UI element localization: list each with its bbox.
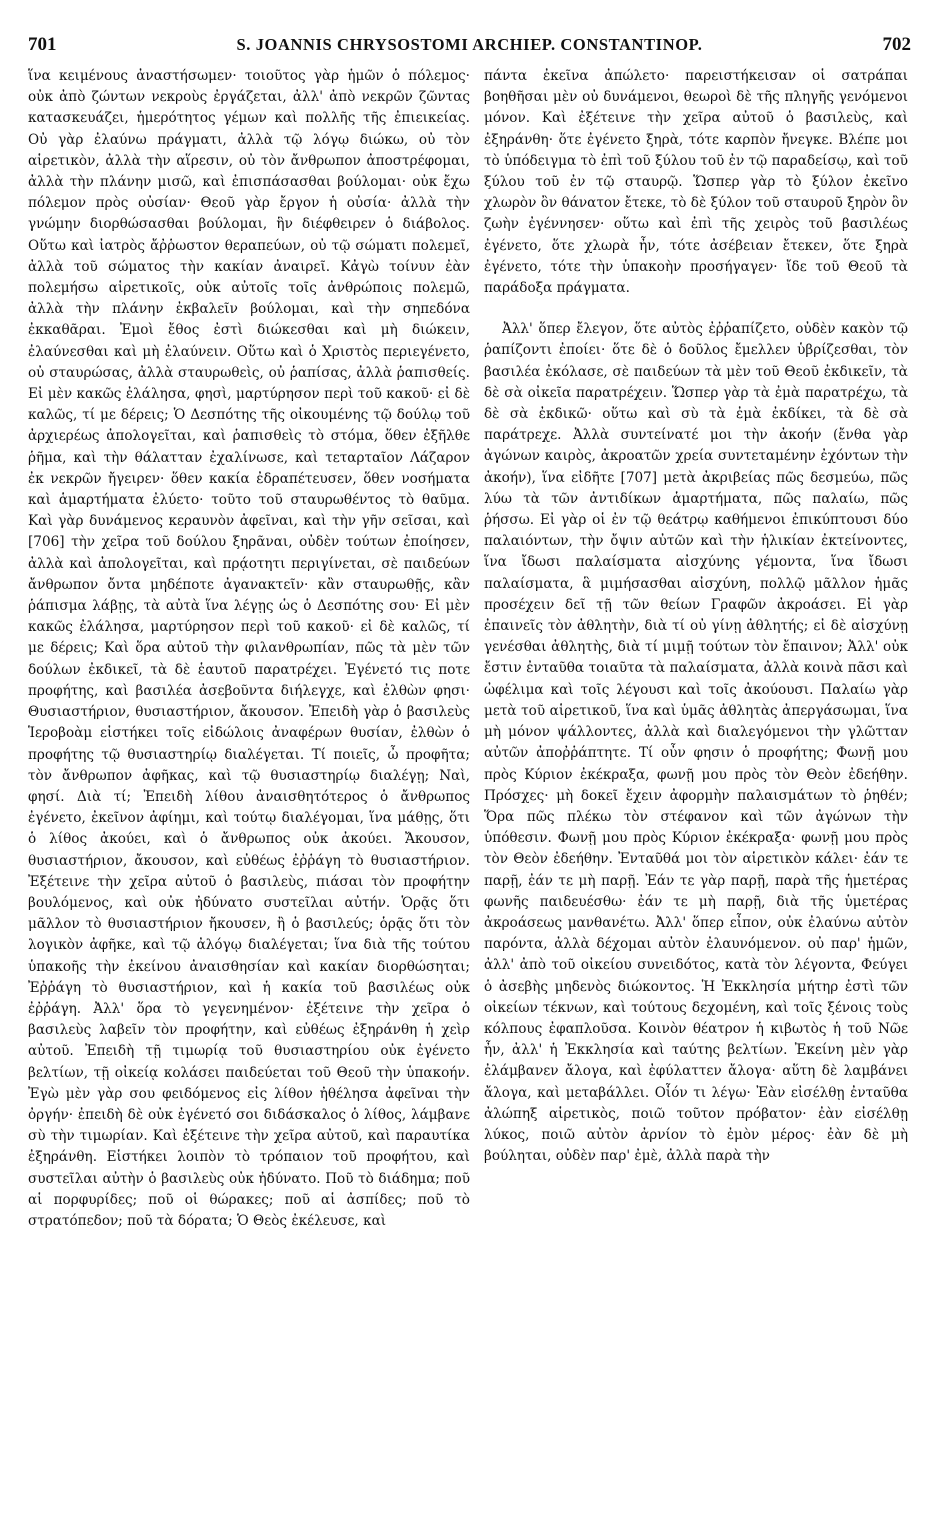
page-number-left: 701	[28, 34, 57, 55]
page-number-right: 702	[882, 34, 911, 55]
running-title: S. JOANNIS CHRYSOSTOMI ARCHIEP. CONSTANTINOP.	[236, 35, 703, 54]
right-paragraph-2: Ἀλλ' ὅπερ ἔλεγον, ὅτε αὐτὸς ἐῤῥαπίζετο, οὐδὲν κακὸν τῷ ῥαπίζοντι ἐποίει· ὅτε δὲ ὁ δοῦλος ἔμελλεν ὑβρίζεσθαι, τὸν βασιλέα ἐκόλασε, σὲ παιδεύων τὰ μὲν τοῦ Θεοῦ ἐκδικεῖν, τὰ δὲ σὰ οἰκεῖα παρατρέχειν. Ὥσπερ γὰρ τὰ ἐμὰ παρατρέχω, τὰ δὲ σὰ ἐκδικῶ· οὕτω καὶ σὺ τὰ ἐμὰ ἐκδίκει, τὰ δὲ σὰ παράτρεχε. Ἀλλὰ συντείνατέ μοι τὴν ἀκοήν (ἔνθα γὰρ ἀγώνων καιρὸς, ἀκροατῶν χρεία συντεταμένην ἐχόντων τὴν ἀκοήν), ἵνα εἰδῆτε [707] μετὰ ἀκριβείας πῶς δεσμεύω, πῶς λύω τὰ τῶν ἀντιδίκων ἁμαρτήματα, πῶς παλαίω, πῶς ῥήσσω. Εἰ γὰρ οἱ ἐν τῷ θεάτρῳ καθήμενοι ἐπικύπτουσι δύο παλαιόντων, τὴν ὄψιν αὐτῶν καὶ τὴν ἡλικίαν ἐκτείνοντες, ἵνα ἴδωσι παλαίσματα αἰσχύνης γέμοντα, ἵνα ἴδωσι παλαίσματα, ἃ μιμήσασθαι αἰσχύνη, πολλῷ μᾶλλον ἡμᾶς προσέχειν δεῖ τῇ τῶν θείων Γραφῶν ἀκροάσει. Εἰ γὰρ ἐπαινεῖς τὸν ἀθλητὴν, διὰ τί οὐ γίνῃ ἀθλητής; εἰ δὲ αἰσχύνῃ γενέσθαι ἀθλητὴς, διὰ τί μιμῇ τούτων τὸν ἔπαινον; Ἀλλ' οὐκ ἔστιν ἐνταῦθα τοιαῦτα τὰ παλαίσματα, ἀλλὰ κοινὰ πᾶσι καὶ ὠφέλιμα καὶ τοῖς λέγουσι καὶ τοῖς ἀκούουσι. Παλαίω γὰρ μετὰ τοῦ αἱρετικοῦ, ἵνα καὶ ὑμᾶς ἀθλητὰς ἀπεργάσωμαι, ἵνα μὴ μόνον ψάλλοντες, ἀλλὰ καὶ διαλεγόμενοι τὴν γλῶτταν αὐτῶν ἀποῤῥάπτητε. Τί οὖν φησιν ὁ προφήτης; Φωνῇ μου πρὸς Κύριον ἐκέκραξα, φωνῇ μου πρὸς τὸν Θεὸν ἐδεήθην. Πρόσχες· μὴ δοκεῖ ἔχειν ἀφορμὴν παλαισμάτων τὸ ῥηθέν; Ὅρα πῶς πλέκω τὸν στέφανον καὶ τῶν ἀγώνων τὴν ὑπόθεσιν. Φωνῇ μου πρὸς Κύριον ἐκέκραξα· φωνῇ μου πρὸς τὸν Θεὸν ἐδεήθην. Ἐνταῦθά μοι τὸν αἱρετικὸν κάλει· ἐάν τε παρῇ, ἐάν τε μὴ παρῇ. Ἐάν τε γὰρ παρῇ, παρὰ τῆς ἡμετέρας φωνῆς παιδευέσθω· ἐάν τε μὴ παρῇ, διὰ τῆς ὑμετέρας ἀκροάσεως μανθανέτω. Ἀλλ' ὅπερ εἶπον, οὐκ ἐλαύνω αὐτὸν παρόντα, ἀλλὰ δέχομαι αὐτὸν ἐλαυνόμενον. οὐ παρ' ἡμῶν, ἀλλ' ἀπὸ τοῦ οἰκείου συνειδότος, κατὰ τὸν λέγοντα, Φεύγει ὁ ἀσεβὴς μηδενὸς διώκοντος. Ἡ Ἐκκλησία μήτηρ ἐστὶ τῶν οἰκείων τέκνων, καὶ τούτους δεχομένη, καὶ τοῖς ξένοις τοὺς κόλπους ἐφαπλοῦσα. Κοινὸν θέατρον ἡ κιβωτὸς ἡ τοῦ Νῶε ἦν, ἀλλ' ἡ Ἐκκλησία καὶ ταύτης βελτίων. Ἐκείνη μὲν γὰρ ἐλάμβανεν ἄλογα, καὶ ἐφύλαττεν ἄλογα· αὕτη δὲ λαμβάνει ἄλογα, καὶ μεταβάλλει. Οἷόν τι λέγω· Ἐὰν εἰσέλθῃ ἐνταῦθα ἀλώπηξ αἱρετικὸς, ποιῶ τοῦτον πρόβατον· ἐὰν εἰσέλθῃ λύκος, ποιῶ αὐτὸν ἀρνίον τὸ ἐμὸν μέρος· ἐὰν δὲ μὴ βούληται, οὐδὲν παρ' ἐμὲ, ἀλλὰ παρὰ τὴν	[484, 321, 908, 1165]
right-column	[484, 66, 908, 1167]
left-column	[28, 66, 470, 1232]
right-paragraph-1: πάντα ἐκεῖνα ἀπώλετο· παρειστήκεισαν οἱ σατράπαι βοηθῆσαι μὲν οὐ δυνάμενοι, θεωροὶ δὲ τῆς πληγῆς γενόμενοι μόνον. Καὶ ἐξέτεινε τὴν χεῖρα αὐτοῦ ὁ βασιλεὺς, καὶ ἐξηράνθη· ὅτε ἐγένετο ξηρὰ, τότε καρπὸν ἤνεγκε. Βλέπε μοι τὸ ὑπόδειγμα τὸ ἐπὶ τοῦ ξύλου τοῦ ἐν τῷ παραδείσῳ, καὶ τοῦ ξύλου τοῦ ἐν τῷ σταυρῷ. Ὥσπερ γὰρ τὸ ξύλον ἐκεῖνο χλωρὸν ὂν θάνατον ἔτεκε, τὸ δὲ ξύλον τοῦ σταυροῦ ξηρὸν ὂν ζωὴν ἐγέννησεν· οὕτω καὶ ἐπὶ τῆς χειρὸς τοῦ βασιλέως ἐγένετο, ὅτε χλωρὰ ἦν, τότε ἀσέβειαν ἔτεκεν, ὅτε ξηρὰ ἐγένετο, τότε τὴν ὑπακοὴν προσήγαγεν· ἴδε τοῦ Θεοῦ τὰ παράδοξα πράγματα.	[484, 68, 908, 297]
page-header	[28, 34, 911, 60]
left-paragraph-1: ἵνα κειμένους ἀναστήσωμεν· τοιοῦτος γὰρ ἡμῶν ὁ πόλεμος· οὐκ ἀπὸ ζώντων νεκροὺς ἐργάζεται, ἀλλ' ἀπὸ νεκρῶν ζῶντας κατασκευάζει, ἡμερότητος γέμων καὶ πολλῆς τῆς ἐπιεικείας. Οὐ γὰρ ἐλαύνω πράγματι, ἀλλὰ τῷ λόγῳ διώκω, οὐ τὸν αἱρετικὸν, ἀλλὰ τὴν αἵρεσιν, οὐ τὸν ἄνθρωπον ἀποστρέφομαι, ἀλλὰ τὴν πλάνην μισῶ, καὶ ἐπισπάσασθαι βούλομαι· οὐκ ἔχω πόλεμον πρὸς οὐσίαν· Θεοῦ γὰρ ἔργον ἡ οὐσία· ἀλλὰ τὴν γνώμην διορθώσασθαι βούλομαι, ἣν διέφθειρεν ὁ διάβολος. Οὕτω καὶ ἰατρὸς ἄῤῥωστον θεραπεύων, οὐ τῷ σώματι πολεμεῖ, ἀλλὰ τοῦ σώματος τὴν κακίαν ἀναιρεῖ. Κἀγὼ τοίνυν ἐὰν πολεμήσω αἱρετικοῖς, οὐκ αὐτοῖς τοῖς ἀνθρώποις πολεμῶ, ἀλλὰ τὴν πλάνην ἐκβαλεῖν βούλομαι, καὶ τὴν σηπεδόνα ἐκκαθᾶραι. Ἐμοὶ ἔθος ἐστὶ διώκεσθαι καὶ μὴ διώκειν, ἐλαύνεσθαι καὶ μὴ ἐλαύνειν. Οὕτω καὶ ὁ Χριστὸς περιεγένετο, οὐ σταυρώσας, ἀλλὰ σταυρωθεὶς, οὐ ῥαπίσας, ἀλλὰ ῥαπισθείς. Εἰ μὲν κακῶς ἐλάλησα, φησὶ, μαρτύρησον περὶ τοῦ κακοῦ· εἰ δὲ καλῶς, τί με δέρεις; Ὁ Δεσπότης τῆς οἰκουμένης τῷ δούλῳ τοῦ ἀρχιερέως ἀπολογεῖται, καὶ ῥαπισθεὶς τὸ στόμα, ὅθεν ἐξῆλθε ῥῆμα, καὶ τὴν θάλατταν ἐχαλίνωσε, καὶ τεταρταῖον Λάζαρον ἐκ νεκρῶν ἤγειρεν· ὅθεν κακία ἐδραπέτευσεν, ὅθεν νοσήματα καὶ ἁμαρτήματα ἐλύετο· τοῦτο τοῦ σταυρωθέντος τὸ θαῦμα. Καὶ γὰρ δυνάμενος κεραυνὸν ἀφεῖναι, καὶ τὴν γῆν σεῖσαι, καὶ [706] τὴν χεῖρα τοῦ δούλου ξηρᾶναι, οὐδὲν τούτων ἐποίησεν, ἀλλὰ καὶ ἀπολογεῖται, καὶ πρᾴοτητι περιγίνεται, σὲ παιδεύων ἄνθρωπον ὄντα μηδέποτε ἀγανακτεῖν· κἂν σταυρωθῇς, κἂν ῥάπισμα λάβῃς, τὰ αὐτὰ ἵνα λέγῃς ὡς ὁ Δεσπότης σου· Εἰ μὲν κακῶς ἐλάλησα, μαρτύρησον περὶ τοῦ κακοῦ· εἰ δὲ καλῶς, τί με δέρεις; Καὶ ὅρα αὐτοῦ τὴν φιλανθρωπίαν, πῶς τὰ μὲν τῶν δούλων ἐκδικεῖ, τὰ δὲ ἑαυτοῦ παρατρέχει. Ἐγένετό τις ποτε προφήτης, καὶ βασιλέα ἀσεβοῦντα διήλεγχε, καὶ ἐλθὼν φησι· Θυσιαστήριον, θυσιαστήριον, ἄκουσον. Ἐπειδὴ γὰρ ὁ βασιλεὺς Ἱεροβοὰμ εἱστήκει τοῖς εἰδώλοις ἀναφέρων θυσίαν, ἐλθὼν ὁ προφήτης τῷ θυσιαστηρίῳ διαλέγεται. Τί ποιεῖς, ὦ προφῆτα; τὸν ἄνθρωπον ἀφῆκας, καὶ τῷ θυσιαστηρίῳ διαλέγῃ; Ναὶ, φησί. Διὰ τί; Ἐπειδὴ λίθου ἀναισθητότερος ὁ ἄνθρωπος ἐγένετο, ἐκεῖνον ἀφίημι, καὶ τούτῳ διαλέγομαι, ἵνα μάθῃς, ὅτι ὁ λίθος ἀκούει, καὶ ὁ ἄνθρωπος οὐκ ἀκούει. Ἄκουσον, θυσιαστήριον, ἄκουσον, καὶ εὐθέως ἐῤῥάγη τὸ θυσιαστήριον. Ἐξέτεινε τὴν χεῖρα αὐτοῦ ὁ βασιλεὺς, πιάσαι τὸν προφήτην βουλόμενος, καὶ οὐκ ἠδύνατο συστεῖλαι αὐτήν. Ὁρᾷς ὅτι μᾶλλον τὸ θυσιαστήριον ἤκουσεν, ἢ ὁ βασιλεύς; ὁρᾷς ὅτι τὸν λογικὸν ἀφῆκε, καὶ τῷ ἀλόγῳ διαλέγεται; ἵνα διὰ τῆς τούτου ὑπακοῆς τὴν ἐκείνου ἀναισθησίαν καὶ κακίαν διορθώσηται; Ἐῤῥάγη τὸ θυσιαστήριον, καὶ ἡ κακία τοῦ βασιλέως οὐκ ἐῤῥάγη. Ἀλλ' ὅρα τὸ γεγενημένον· ἐξέτεινε τὴν χεῖρα ὁ βασιλεὺς λαβεῖν τὸν προφήτην, καὶ εὐθέως ἐξηράνθη ἡ χεὶρ αὐτοῦ. Ἐπειδὴ τῇ τιμωρίᾳ τοῦ θυσιαστηρίου οὐκ ἐγένετο βελτίων, τῇ οἰκείᾳ κολάσει παιδεύεται τοῦ Θεοῦ τὴν ὑπακοήν. Ἐγὼ μὲν γὰρ σου φειδόμενος εἰς λίθον ἠθέλησα ἀφεῖναι τὴν ὀργήν· ἐπειδὴ δὲ οὐκ ἐγένετό σοι διδάσκαλος ὁ λίθος, λάμβανε σὺ τὴν τιμωρίαν. Καὶ ἐξέτεινε τὴν χεῖρα αὐτοῦ, καὶ παραυτίκα ἐξηράνθη. Εἱστήκει λοιπὸν τὸ τρόπαιον τοῦ προφήτου, καὶ συστεῖλαι αὐτὴν ὁ βασιλεὺς οὐκ ἠδύνατο. Ποῦ τὸ διάδημα; ποῦ αἱ πορφυρίδες; ποῦ οἱ θώρακες; ποῦ αἱ ἀσπίδες; ποῦ τὸ στρατόπεδον; ποῦ τὰ δόρατα; Ὁ Θεὸς ἐκέλευσε, καὶ	[28, 68, 470, 1229]
